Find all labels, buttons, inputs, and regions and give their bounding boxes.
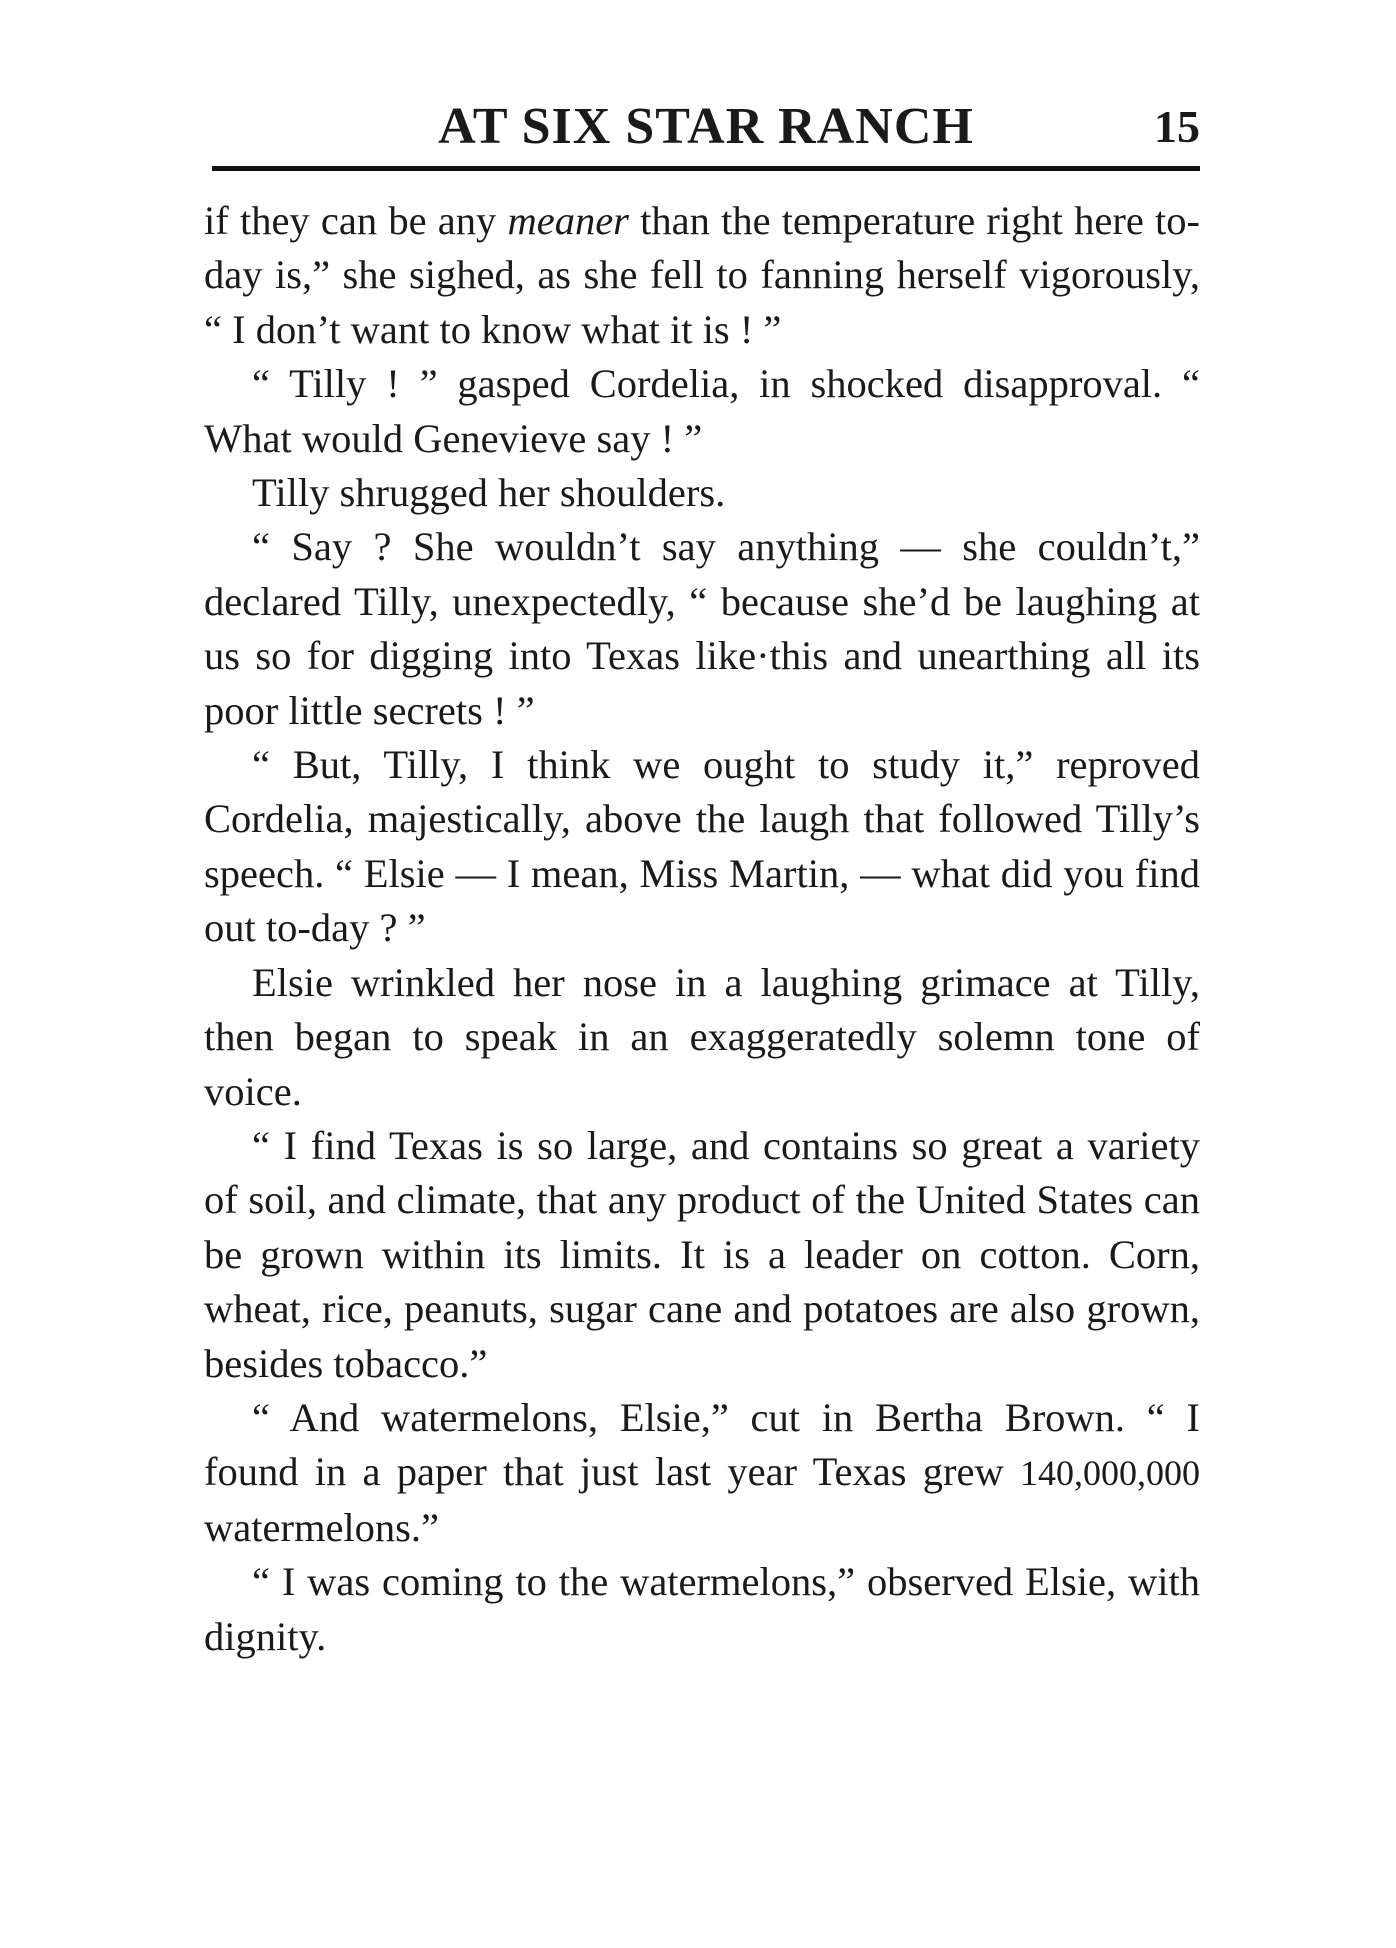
paragraph-1-end: than the temperature right here to-day is,” she sighed, as she fell to fanning herself vigorously, “ I don’t want to know what it is ! ” (204, 198, 1200, 352)
page-number: 15 (1154, 101, 1200, 152)
paragraph-1-start: if they can be any (204, 198, 508, 243)
paragraph-1 (204, 194, 1200, 357)
watermelon-count: 140,000,000 (1020, 1453, 1200, 1494)
paragraph-3: Tilly shrugged her shoulders. (252, 470, 726, 516)
paragraph-5: “ But, Tilly, I think we ought to study it,” reproved Cordelia, majestically, above the laugh that followed Tilly’s speech. “ Elsie — I mean, Miss Martin, — what did you find out to-day ? ” (204, 742, 1200, 951)
page-header (212, 92, 1200, 162)
running-title: AT SIX STAR RANCH (438, 98, 974, 155)
paragraph-2: “ Tilly ! ” gasped Cordelia, in shocked disapproval. “ What would Genevieve say ! ” (204, 361, 1200, 461)
paragraph-8 (204, 1391, 1200, 1555)
body-text (204, 194, 1200, 1664)
paragraph-6: Elsie wrinkled her nose in a laughing grimace at Tilly, then began to speak in an exaggeratedly solemn tone of voice. (204, 959, 1200, 1114)
paragraph-4: “ Say ? She wouldn’t say anything — she couldn’t,” declared Tilly, unexpectedly, “ because she’d be laughing at us so for digging into Texas like·this and unearthing all its poor little secrets ! ” (204, 524, 1200, 733)
paragraph-8-start: “ And watermelons, Elsie,” cut in Bertha Brown. “ I found in a paper that just last year Texas grew (204, 1394, 1200, 1495)
paragraph-7: “ I find Texas is so large, and contains so great a variety of soil, and climate, that any product of the United States can be grown within its limits. It is a leader on cotton. Corn, wheat, rice, peanuts, sugar cane and potatoes are also grown, besides tobacco.” (204, 1122, 1200, 1386)
paragraph-8-end: watermelons.” (204, 1504, 440, 1550)
header-rule (212, 166, 1200, 171)
emphasized-word: meaner (507, 198, 629, 243)
paragraph-9: “ I was coming to the watermelons,” observed Elsie, with dignity. (204, 1559, 1200, 1659)
